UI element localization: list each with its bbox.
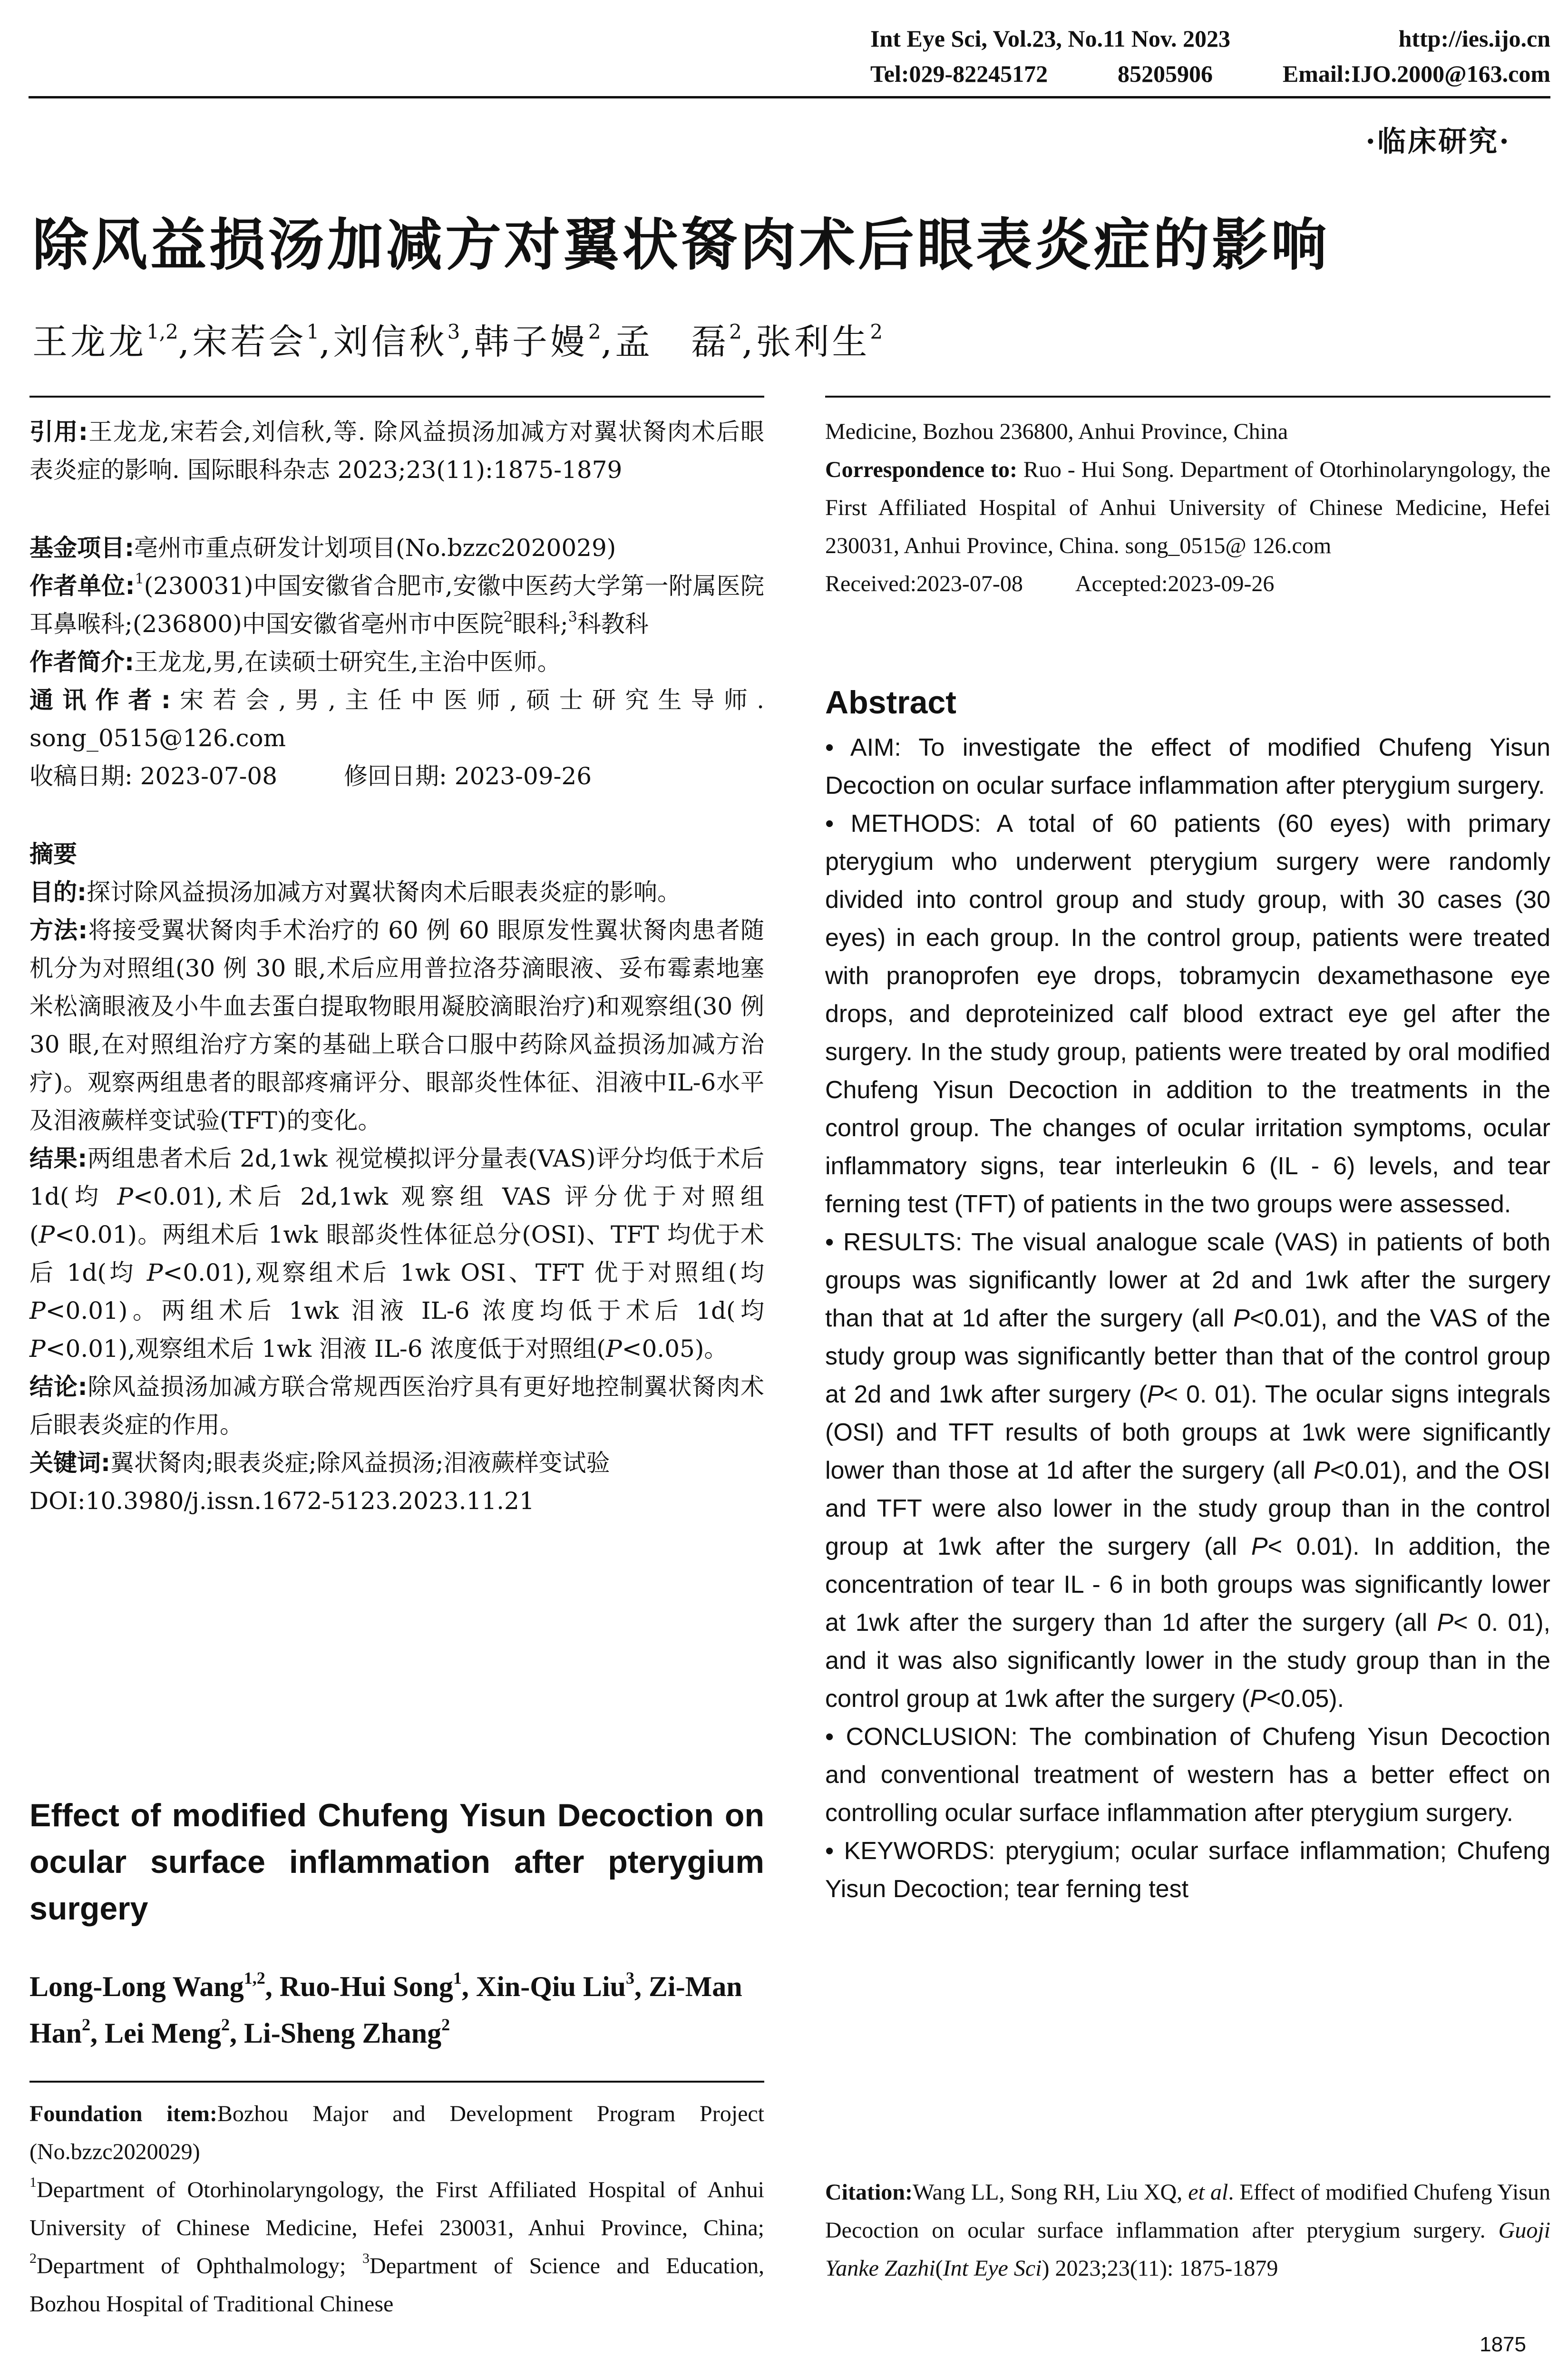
- author-en: Zi-Man Han: [29, 1971, 742, 2049]
- authors-cn: 王龙龙$^{1,2}$,宋若会$^1$,刘信秋$^3$,韩子嫚$^2$,孟 磊$^2$,张利生$^2$: [32, 320, 883, 362]
- methods-cn: 方法:将接受翼状胬肉手术治疗的 60 例 60 眼原发性翼状胬肉患者随机分为对照组(30 例 30 眼,术后应用普拉洛芬滴眼液、妥布霉素地塞米松滴眼液及小牛血去蛋白提取物眼用凝胶滴眼治疗)和观察组(30 例 30 眼,在对照组治疗方案的基础上联合口服中药除风益损汤加减方治疗)。观察两组患者的眼部疼痛评分、眼部炎性体征、泪液中IL-6水平及泪液蕨样变试验(TFT)的变化。: [29, 916, 764, 1134]
- keywords-en: • KEYWORDS: pterygium; ocular surface inflammation; Chufeng Yisun Decoction; tear ferning test: [825, 1837, 1550, 1903]
- dates-cn: 收稿日期: 2023-07-08 修回日期: 2023-09-26: [29, 762, 592, 790]
- fund-cn: 基金项目:亳州市重点研发计划项目(No.bzzc2020029): [29, 534, 616, 562]
- author-cn: 王龙龙: [32, 321, 146, 362]
- journal-issue: Int Eye Sci, Vol.23, No.11 Nov. 2023: [870, 25, 1231, 52]
- journal-tel2: 85205906: [1118, 60, 1213, 87]
- bio-cn: 作者简介:王龙龙,男,在读硕士研究生,主治中医师。: [29, 648, 561, 676]
- abstract-head-en: Abstract: [825, 684, 956, 721]
- results-en: • RESULTS: The visual analogue scale (VAS) in patients of both groups was significantly lower at 2d and 1wk after the surgery than that at 1d after the surgery (all P<0.01), and the VAS of the study group was significantly better than that of the control group at 2d and 1wk after surgery (P< 0. 01). The ocular signs integrals (OSI) and TFT results of both groups at 1wk were significantly lower than those at 1d after the surgery (all P<0.01), and the OSI and TFT were also lower in the study group than in the control group at 1wk after the surgery (all P< 0.01). In addition, the concentration of tear IL - 6 in both groups was significantly lower at 1wk after the surgery than 1d after the surgery (all P< 0. 01), and it was also significantly lower in the study group than in the control group at 1wk after the surgery (P<0.05).: [825, 1228, 1550, 1713]
- right-top-rule: [825, 396, 1550, 398]
- aim-cn: 目的:探讨除风益损汤加减方对翼状胬肉术后眼表炎症的影响。: [29, 878, 681, 906]
- corr-cn: 通讯作者:宋若会,男,主任中医师,硕士研究生导师. song_0515@126.com: [29, 686, 764, 752]
- author-cn: 韩子嫚: [474, 321, 588, 362]
- correspondence-en: Correspondence to: Ruo - Hui Song. Department of Otorhinolaryngology, the First Affiliated Hospital of Anhui University of Chinese Medicine, Hefei 230031, Anhui Province, China. song_0515@ 126.com: [825, 457, 1550, 558]
- author-cn: 刘信秋: [333, 321, 448, 362]
- left-mid-rule: [29, 2081, 764, 2083]
- abstract-head-cn: 摘要: [29, 840, 77, 868]
- author-en: Lei Meng: [105, 2017, 221, 2049]
- author-en: Ruo-Hui Song: [279, 1971, 453, 2002]
- keywords-cn: 关键词:翼状胬肉;眼表炎症;除风益损汤;泪液蕨样变试验: [29, 1449, 610, 1477]
- article-title-en: Effect of modified Chufeng Yisun Decoction on ocular surface inflammation after pterygium surgery: [29, 1797, 764, 1927]
- header-rule: [29, 96, 1550, 98]
- journal-tel: Tel:029-82245172: [870, 60, 1048, 87]
- author-en: Xin-Qiu Liu: [476, 1971, 626, 2002]
- conclusion-cn: 结论:除风益损汤加减方联合常规西医治疗具有更好地控制翼状胬肉术后眼表炎症的作用。: [29, 1373, 765, 1439]
- doi[interactable]: DOI:10.3980/j.issn.1672-5123.2023.11.21: [29, 1487, 535, 1515]
- author-en: Long-Long Wang: [29, 1971, 244, 2002]
- author-cn: 张利生: [756, 321, 870, 362]
- left-column-cn: [29, 413, 764, 1520]
- left-column-en-notes: [29, 2095, 764, 2323]
- journal-email[interactable]: Email:IJO.2000@163.com: [1282, 60, 1550, 87]
- methods-en: • METHODS: A total of 60 patients (60 eyes) with primary pterygium who underwent pterygium surgery were randomly divided into control group and study group, with 30 cases (30 eyes) in each group. In the control group, patients were treated with pranoprofen eye drops, tobramycin dexamethasone eye drops, and deproteinized calf blood extract eye gel after the surgery. In the study group, patients were treated by oral modified Chufeng Yisun Decoction in addition to the treatments in the control group. The changes of ocular irritation symptoms, ocular inflammatory signs, tear interleukin 6 (IL - 6) levels, and tear ferning test (TFT) of patients in the two groups were assessed.: [825, 810, 1550, 1218]
- results-cn: 结果:两组患者术后 2d,1wk 视觉模拟评分量表(VAS)评分均低于术后 1d(均 P<0.01),术后 2d,1wk 观察组 VAS 评分优于对照组(P<0.01)。两组术后 1wk 眼部炎性体征总分(OSI)、TFT 均优于术后 1d(均 P<0.01),观察组术后 1wk OSI、TFT 优于对照组(均 P<0.01)。两组术后 1wk 泪液 IL-6 浓度均低于术后 1d(均 P<0.01),观察组术后 1wk 泪液 IL-6 浓度低于对照组(P<0.05)。: [29, 1145, 764, 1363]
- aim-en: • AIM: To investigate the effect of modified Chufeng Yisun Decoction on ocular surface inflammation after pterygium surgery.: [825, 734, 1550, 799]
- author-cn: 宋若会: [192, 321, 307, 362]
- right-column-notes: [825, 413, 1550, 603]
- page-number: 1875: [1480, 2333, 1526, 2356]
- author-en: Li-Sheng Zhang: [244, 2017, 442, 2049]
- citation-cn: 引用:王龙龙,宋若会,刘信秋,等. 除风益损汤加减方对翼状胬肉术后眼表炎症的影响. 国际眼科杂志 2023;23(11):1875-1879: [29, 418, 764, 484]
- abstract-en: [825, 729, 1550, 1908]
- authors-en: Long-Long Wang$^{1,2}$, Ruo-Hui Song$^1$, Xin-Qiu Liu$^3$, Zi-Man Han$^2$, Lei Meng$^2$, Li-Sheng Zhang$^2$: [29, 1968, 742, 2049]
- article-title-cn: 除风益损汤加减方对翼状胬肉术后眼表炎症的影响: [32, 212, 1330, 278]
- author-cn: 孟 磊: [615, 321, 730, 362]
- affiliation-cont: Medicine, Bozhou 236800, Anhui Province, China: [825, 419, 1288, 444]
- citation-en: Citation:Wang LL, Song RH, Liu XQ, et al. Effect of modified Chufeng Yisun Decoction on ocular surface inflammation after pterygium surgery. Guoji Yanke Zazhi(Int Eye Sci) 2023;23(11): 1875-1879: [825, 2180, 1551, 2281]
- left-top-rule: [29, 396, 764, 398]
- journal-url[interactable]: http://ies.ijo.cn: [1398, 25, 1550, 52]
- unit-cn: 作者单位:$^1$(230031)中国安徽省合肥市,安徽中医药大学第一附属医院耳鼻喉科;(236800)中国安徽省亳州市中医院$^2$眼科;$^3$科教科: [29, 571, 764, 638]
- conclusion-en: • CONCLUSION: The combination of Chufeng Yisun Decoction and conventional treatment of western has a better effect on controlling ocular surface inflammation after pterygium surgery.: [825, 1723, 1550, 1827]
- foundation-en: Foundation item:Bozhou Major and Development Program Project (No.bzzc2020029): [29, 2101, 765, 2164]
- dates-en: Received:2023-07-08 Accepted:2023-09-26: [825, 571, 1275, 596]
- section-tag: ·临床研究·: [1365, 125, 1511, 158]
- affiliation-en: $^1$Department of Otorhinolaryngology, the First Affiliated Hospital of Anhui University of Chinese Medicine, Hefei 230031, Anhui Province, China; $^2$Department of Ophthalmology; $^3$Department of Science and Education, Bozhou Hospital of Traditional Chinese: [29, 2174, 764, 2317]
- journal-header: [870, 21, 1550, 91]
